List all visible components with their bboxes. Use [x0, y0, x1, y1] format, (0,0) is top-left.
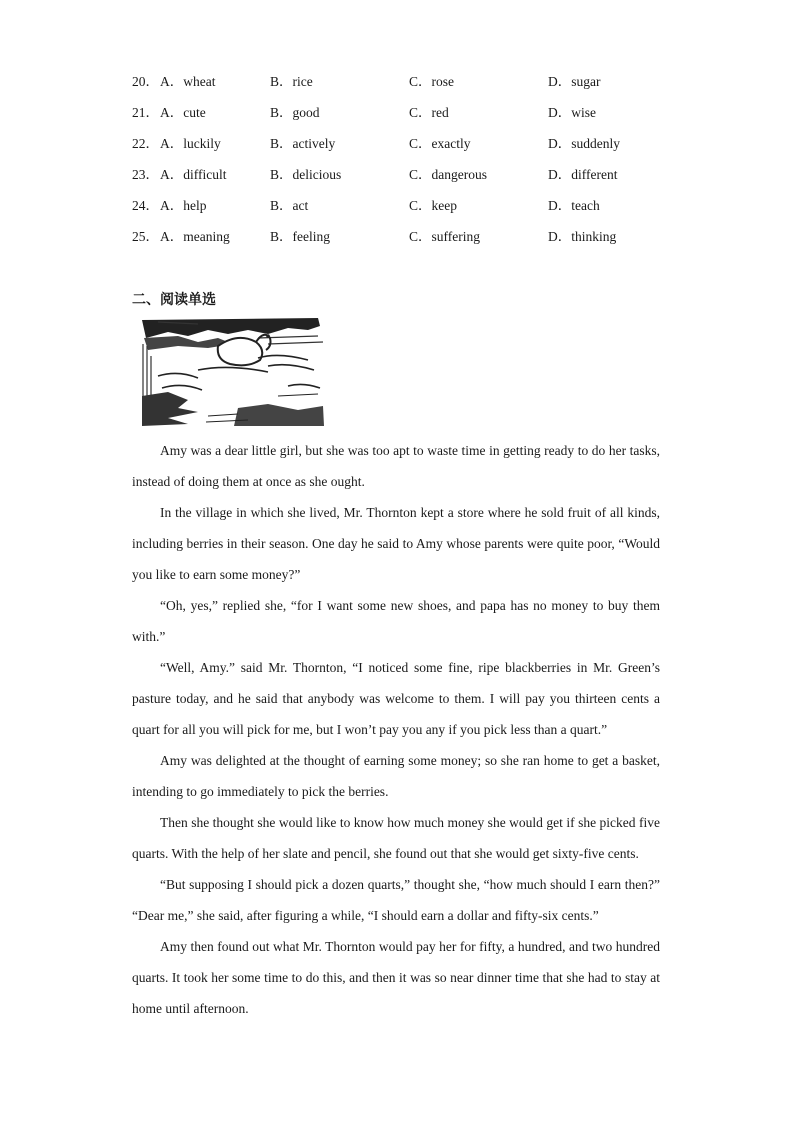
passage-paragraph: “Oh, yes,” replied she, “for I want some new shoes, and papa has no money to buy them with.”: [132, 598, 660, 644]
option-d[interactable]: D．teach: [548, 197, 600, 213]
option-b[interactable]: B．good: [270, 104, 320, 120]
option-a[interactable]: A．meaning: [160, 228, 230, 244]
option-c[interactable]: C．exactly: [409, 135, 471, 151]
passage-paragraph: “But supposing I should pick a dozen quarts,” thought she, “how much should I earn then?” “Dear me,” she said, after figuring a while, “I should earn a dollar and fifty-six cents.”: [132, 877, 660, 923]
option-a[interactable]: A．luckily: [160, 135, 221, 151]
question-number: 21．: [132, 104, 159, 120]
option-b[interactable]: B．delicious: [270, 166, 342, 182]
reading-passage: [132, 435, 660, 1024]
option-a[interactable]: A．help: [160, 197, 207, 213]
option-b[interactable]: B．feeling: [270, 228, 330, 244]
answer-options-list: [132, 64, 692, 250]
question-number: 24．: [132, 197, 159, 213]
option-c[interactable]: C．red: [409, 104, 449, 120]
option-b[interactable]: B．rice: [270, 73, 313, 89]
option-row-22: [132, 126, 692, 157]
option-d[interactable]: D．wise: [548, 104, 596, 120]
option-c[interactable]: C．rose: [409, 73, 454, 89]
passage-paragraph: Amy then found out what Mr. Thornton would pay her for fifty, a hundred, and two hundred quarts. It took her some time to do this, and then it was so near dinner time that she had to stay at home until afternoon.: [132, 939, 660, 1016]
option-d[interactable]: D．thinking: [548, 228, 617, 244]
passage-paragraph: “Well, Amy.” said Mr. Thornton, “I noticed some fine, ripe blackberries in Mr. Green’s pasture today, and he said that anybody was welcome to them. I will pay you thirteen cents a quart for all you will pick for me, but I won’t pay you any if you pick less than a quart.”: [132, 660, 660, 737]
option-a[interactable]: A．wheat: [160, 73, 216, 89]
swan-illustration: [138, 316, 328, 428]
question-number: 20．: [132, 73, 159, 89]
option-a[interactable]: A．cute: [160, 104, 206, 120]
option-row-21: [132, 95, 692, 126]
passage-paragraph: Then she thought she would like to know how much money she would get if she picked five quarts. With the help of her slate and pencil, she found out that she would get sixty-five cents.: [132, 815, 660, 861]
question-number: 23．: [132, 166, 159, 182]
question-number: 22．: [132, 135, 159, 151]
option-c[interactable]: C．keep: [409, 197, 457, 213]
option-b[interactable]: B．act: [270, 197, 309, 213]
option-row-25: [132, 219, 692, 250]
option-a[interactable]: A．difficult: [160, 166, 227, 182]
passage-paragraph: Amy was a dear little girl, but she was too apt to waste time in getting ready to do her tasks, instead of doing them at once as she ought.: [132, 443, 660, 489]
option-row-20: [132, 64, 692, 95]
swan-on-water-woodcut-icon: [138, 316, 328, 428]
passage-paragraph: In the village in which she lived, Mr. Thornton kept a store where he sold fruit of all kinds, including berries in their season. One day he said to Amy whose parents were quite poor, “Would you like to earn some money?”: [132, 505, 660, 582]
passage-paragraph: Amy was delighted at the thought of earning some money; so she ran home to get a basket, intending to go immediately to pick the berries.: [132, 753, 660, 799]
option-d[interactable]: D．suddenly: [548, 135, 620, 151]
option-row-23: [132, 157, 692, 188]
option-c[interactable]: C．dangerous: [409, 166, 487, 182]
option-d[interactable]: D．different: [548, 166, 618, 182]
option-c[interactable]: C．suffering: [409, 228, 480, 244]
option-d[interactable]: D．sugar: [548, 73, 601, 89]
option-row-24: [132, 188, 692, 219]
section-title: 二、阅读单选: [132, 292, 216, 308]
question-number: 25．: [132, 228, 159, 244]
option-b[interactable]: B．actively: [270, 135, 336, 151]
